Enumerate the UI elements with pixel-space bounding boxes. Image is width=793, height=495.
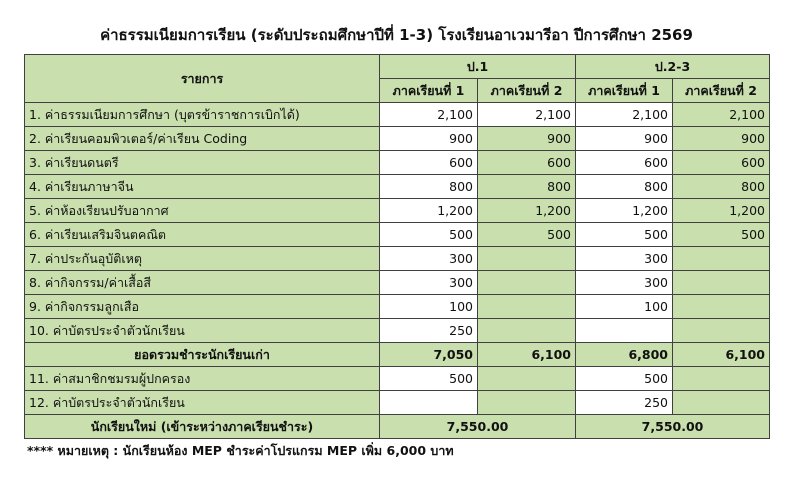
term-header: ภาคเรียนที่ 2 — [478, 79, 576, 103]
fee-cell — [478, 247, 576, 271]
row-label: 3. ค่าเรียนดนตรี — [25, 151, 380, 175]
fee-cell: 300 — [380, 271, 478, 295]
row-label: 1. ค่าธรรมเนียมการศึกษา (บุตรข้าราชการเบิกได้) — [25, 103, 380, 127]
fee-cell — [380, 391, 478, 415]
term-header: ภาคเรียนที่ 1 — [576, 79, 673, 103]
row-label: 6. ค่าเรียนเสริมจินตคณิต — [25, 223, 380, 247]
fee-cell: 1,200 — [673, 199, 770, 223]
row-label: 12. ค่าบัตรประจำตัวนักเรียน — [25, 391, 380, 415]
subtotal-cell: 6,100 — [673, 343, 770, 367]
table-row — [25, 247, 770, 271]
fee-cell — [478, 391, 576, 415]
total-new-students-row — [25, 415, 770, 439]
fee-cell: 1,200 — [478, 199, 576, 223]
subtotal-old-students-row — [25, 343, 770, 367]
fee-cell — [478, 319, 576, 343]
subtotal-cell: 6,800 — [576, 343, 673, 367]
fee-cell: 500 — [673, 223, 770, 247]
fee-cell: 1,200 — [380, 199, 478, 223]
table-row — [25, 223, 770, 247]
table-row — [25, 151, 770, 175]
fee-cell: 500 — [576, 367, 673, 391]
item-column-header: รายการ — [25, 55, 380, 103]
table-row — [25, 103, 770, 127]
fee-cell: 600 — [576, 151, 673, 175]
fee-cell: 800 — [478, 175, 576, 199]
fee-cell: 600 — [673, 151, 770, 175]
fee-cell: 900 — [576, 127, 673, 151]
table-row — [25, 391, 770, 415]
fee-cell — [673, 367, 770, 391]
term-header: ภาคเรียนที่ 1 — [380, 79, 478, 103]
grade-group-p1: ป.1 — [380, 55, 576, 79]
row-label: 8. ค่ากิจกรรม/ค่าเสื้อสี — [25, 271, 380, 295]
fee-cell: 600 — [380, 151, 478, 175]
fee-cell: 500 — [576, 223, 673, 247]
table-row — [25, 319, 770, 343]
header-row-groups — [25, 55, 770, 79]
subtotal-label: ยอดรวมชำระนักเรียนเก่า — [25, 343, 380, 367]
fee-cell: 900 — [673, 127, 770, 151]
fee-cell — [478, 367, 576, 391]
table-row — [25, 367, 770, 391]
fee-cell — [673, 295, 770, 319]
row-label: 5. ค่าห้องเรียนปรับอากาศ — [25, 199, 380, 223]
fee-cell: 900 — [380, 127, 478, 151]
fee-cell: 250 — [576, 391, 673, 415]
fee-cell: 300 — [380, 247, 478, 271]
fee-cell: 100 — [576, 295, 673, 319]
table-row — [25, 175, 770, 199]
row-label: 10. ค่าบัตรประจำตัวนักเรียน — [25, 319, 380, 343]
table-row — [25, 271, 770, 295]
table-row — [25, 199, 770, 223]
table-row — [25, 295, 770, 319]
total-new-p2-3: 7,550.00 — [576, 415, 770, 439]
fee-cell — [673, 271, 770, 295]
fee-cell: 800 — [576, 175, 673, 199]
footnote: **** หมายเหตุ : นักเรียนห้อง MEP ชำระค่าโปรแกรม MEP เพิ่ม 6,000 บาท — [27, 443, 454, 458]
fee-table — [24, 54, 770, 439]
fee-cell: 2,100 — [673, 103, 770, 127]
fee-cell — [673, 391, 770, 415]
subtotal-cell: 6,100 — [478, 343, 576, 367]
fee-cell: 300 — [576, 247, 673, 271]
page-title: ค่าธรรมเนียมการเรียน (ระดับประถมศึกษาปีที่ 1-3) โรงเรียนอาเวมารีอา ปีการศึกษา 2569 — [100, 26, 693, 44]
subtotal-cell: 7,050 — [380, 343, 478, 367]
fee-cell: 2,100 — [576, 103, 673, 127]
row-label: 7. ค่าประกันอุบัติเหตุ — [25, 247, 380, 271]
row-label: 9. ค่ากิจกรรมลูกเสือ — [25, 295, 380, 319]
fee-cell: 900 — [478, 127, 576, 151]
fee-cell — [478, 271, 576, 295]
fee-cell: 1,200 — [576, 199, 673, 223]
table-row — [25, 127, 770, 151]
term-header: ภาคเรียนที่ 2 — [673, 79, 770, 103]
total-new-p1: 7,550.00 — [380, 415, 576, 439]
fee-cell — [576, 319, 673, 343]
fee-cell — [673, 319, 770, 343]
fee-cell: 250 — [380, 319, 478, 343]
fee-cell: 500 — [380, 367, 478, 391]
fee-cell: 600 — [478, 151, 576, 175]
fee-cell: 2,100 — [380, 103, 478, 127]
row-label: 2. ค่าเรียนคอมพิวเตอร์/ค่าเรียน Coding — [25, 127, 380, 151]
row-label: 11. ค่าสมาชิกชมรมผู้ปกครอง — [25, 367, 380, 391]
fee-cell: 500 — [478, 223, 576, 247]
fee-cell: 100 — [380, 295, 478, 319]
fee-cell: 800 — [380, 175, 478, 199]
fee-cell — [478, 295, 576, 319]
grade-group-p2-3: ป.2-3 — [576, 55, 770, 79]
row-label: 4. ค่าเรียนภาษาจีน — [25, 175, 380, 199]
fee-cell: 2,100 — [478, 103, 576, 127]
fee-cell: 300 — [576, 271, 673, 295]
fee-cell: 800 — [673, 175, 770, 199]
total-new-label: นักเรียนใหม่ (เข้าระหว่างภาคเรียนชำระ) — [25, 415, 380, 439]
fee-cell — [673, 247, 770, 271]
fee-cell: 500 — [380, 223, 478, 247]
